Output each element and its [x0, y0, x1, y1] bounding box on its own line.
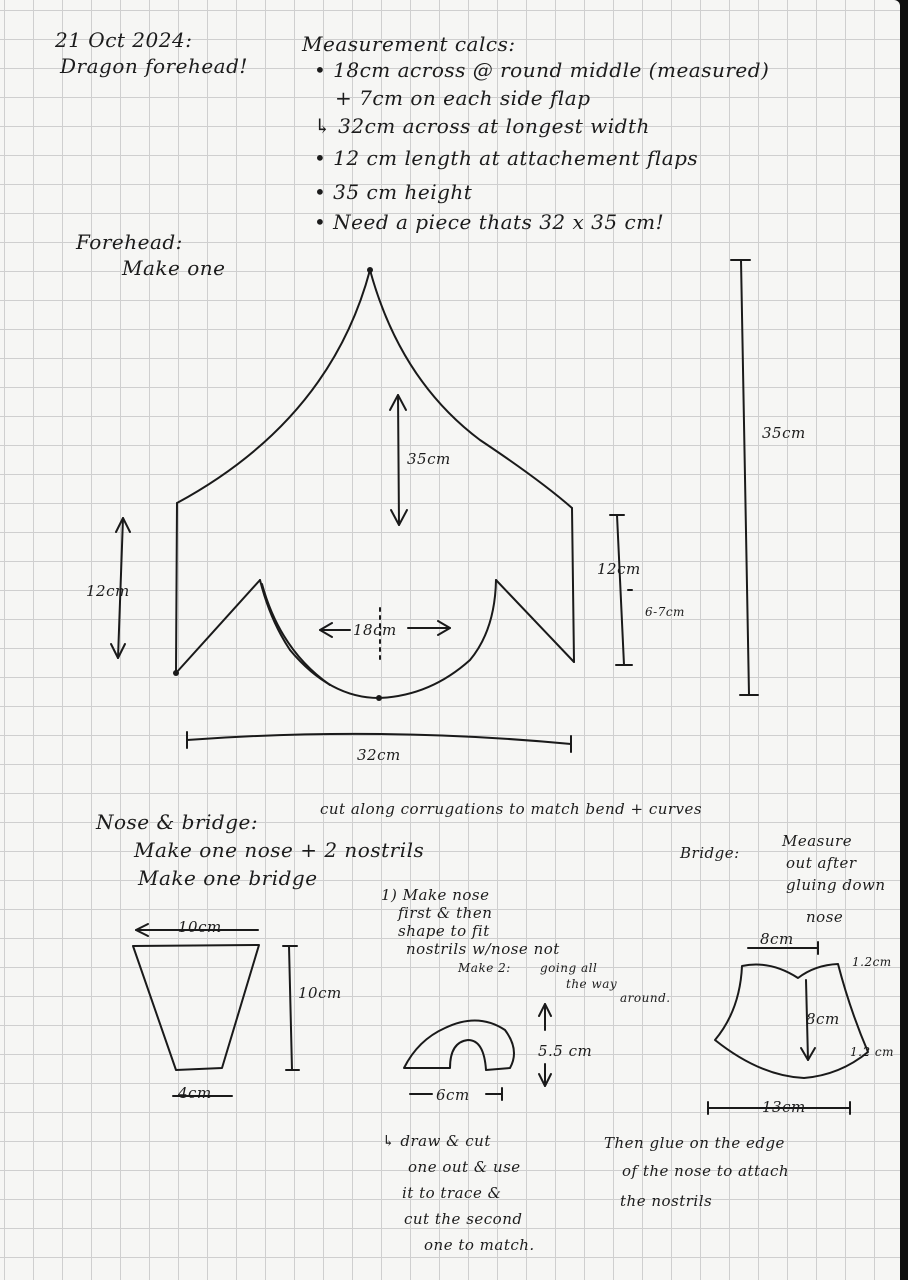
draw-note: cut the second — [404, 1210, 523, 1228]
nose-line2: Make one bridge — [138, 866, 318, 890]
glue-note: the nostrils — [620, 1192, 713, 1210]
nostril-note: nostrils w/nose not — [406, 940, 560, 958]
draw-note: ↳ draw & cut — [382, 1132, 491, 1150]
draw-note: one to match. — [424, 1236, 535, 1254]
bridge-note: gluing down — [786, 876, 886, 894]
forehead-left-height: 12cm — [86, 582, 130, 600]
nostril-note: going all — [540, 961, 598, 975]
calc-line: • 35 cm height — [314, 180, 473, 204]
nostril-note: Make 2: — [458, 961, 511, 975]
bridge-bottom-width: 13cm — [762, 1098, 806, 1116]
forehead-total-height: 35cm — [762, 424, 806, 442]
forehead-right-height: 12cm — [597, 560, 641, 578]
nostril-note: first & then — [398, 904, 493, 922]
page-title: Dragon forehead! — [60, 54, 248, 78]
bridge-outline — [715, 964, 868, 1078]
calc-line: • 12 cm length at attachement flaps — [314, 146, 699, 170]
nose-height: 10cm — [298, 984, 342, 1002]
bridge-top-width: 8cm — [760, 930, 794, 948]
nose-instruction: cut along corrugations to match bend + curves — [320, 800, 703, 818]
nostril-height: 5.5 cm — [538, 1042, 593, 1060]
nostril-outline — [404, 1020, 514, 1070]
nostril-note: shape to fit — [398, 922, 490, 940]
draw-note: it to trace & — [402, 1184, 502, 1202]
calc-line: • Need a piece thats 32 x 35 cm! — [314, 210, 665, 234]
draw-note: one out & use — [408, 1158, 521, 1176]
forehead-flap-height: 6-7cm — [645, 605, 685, 619]
nose-top-width: 10cm — [178, 918, 222, 936]
calc-line: + 7cm on each side flap — [335, 86, 591, 110]
nose-line1: Make one nose + 2 nostrils — [134, 838, 425, 862]
nostril-note: around. — [620, 991, 671, 1005]
nose-heading: Nose & bridge: — [96, 810, 259, 834]
forehead-center-height: 35cm — [407, 450, 451, 468]
glue-note: of the nose to attach — [622, 1162, 790, 1180]
bridge-top-offset: 1.2cm — [852, 955, 892, 969]
forehead-outline — [173, 267, 574, 701]
forehead-heading: Forehead: — [76, 230, 183, 254]
calc-line: • 18cm across @ round middle (measured) — [314, 58, 770, 82]
bridge-note: out after — [786, 854, 857, 872]
forehead-total-width: 32cm — [357, 746, 401, 764]
bridge-note: nose — [806, 908, 844, 926]
bridge-bottom-offset: 1.2 cm — [850, 1045, 894, 1059]
date-label: 21 Oct 2024: — [55, 28, 193, 52]
forehead-sub: Make one — [122, 256, 226, 280]
calc-line: ↳ 32cm across at longest width — [314, 114, 650, 138]
glue-note: Then glue on the edge — [604, 1134, 785, 1152]
calcs-heading: Measurement calcs: — [302, 32, 516, 56]
nostril-note: 1) Make nose — [381, 886, 490, 904]
bridge-note: Measure — [782, 832, 853, 850]
nose-bottom-width: 4cm — [178, 1084, 212, 1102]
nostril-width: 6cm — [436, 1086, 470, 1104]
bridge-height: 8cm — [806, 1010, 840, 1028]
nose-outline — [133, 945, 259, 1070]
forehead-round-width: 18cm — [353, 621, 397, 639]
bridge-heading: Bridge: — [680, 844, 740, 862]
nostril-note: the way — [566, 977, 618, 991]
